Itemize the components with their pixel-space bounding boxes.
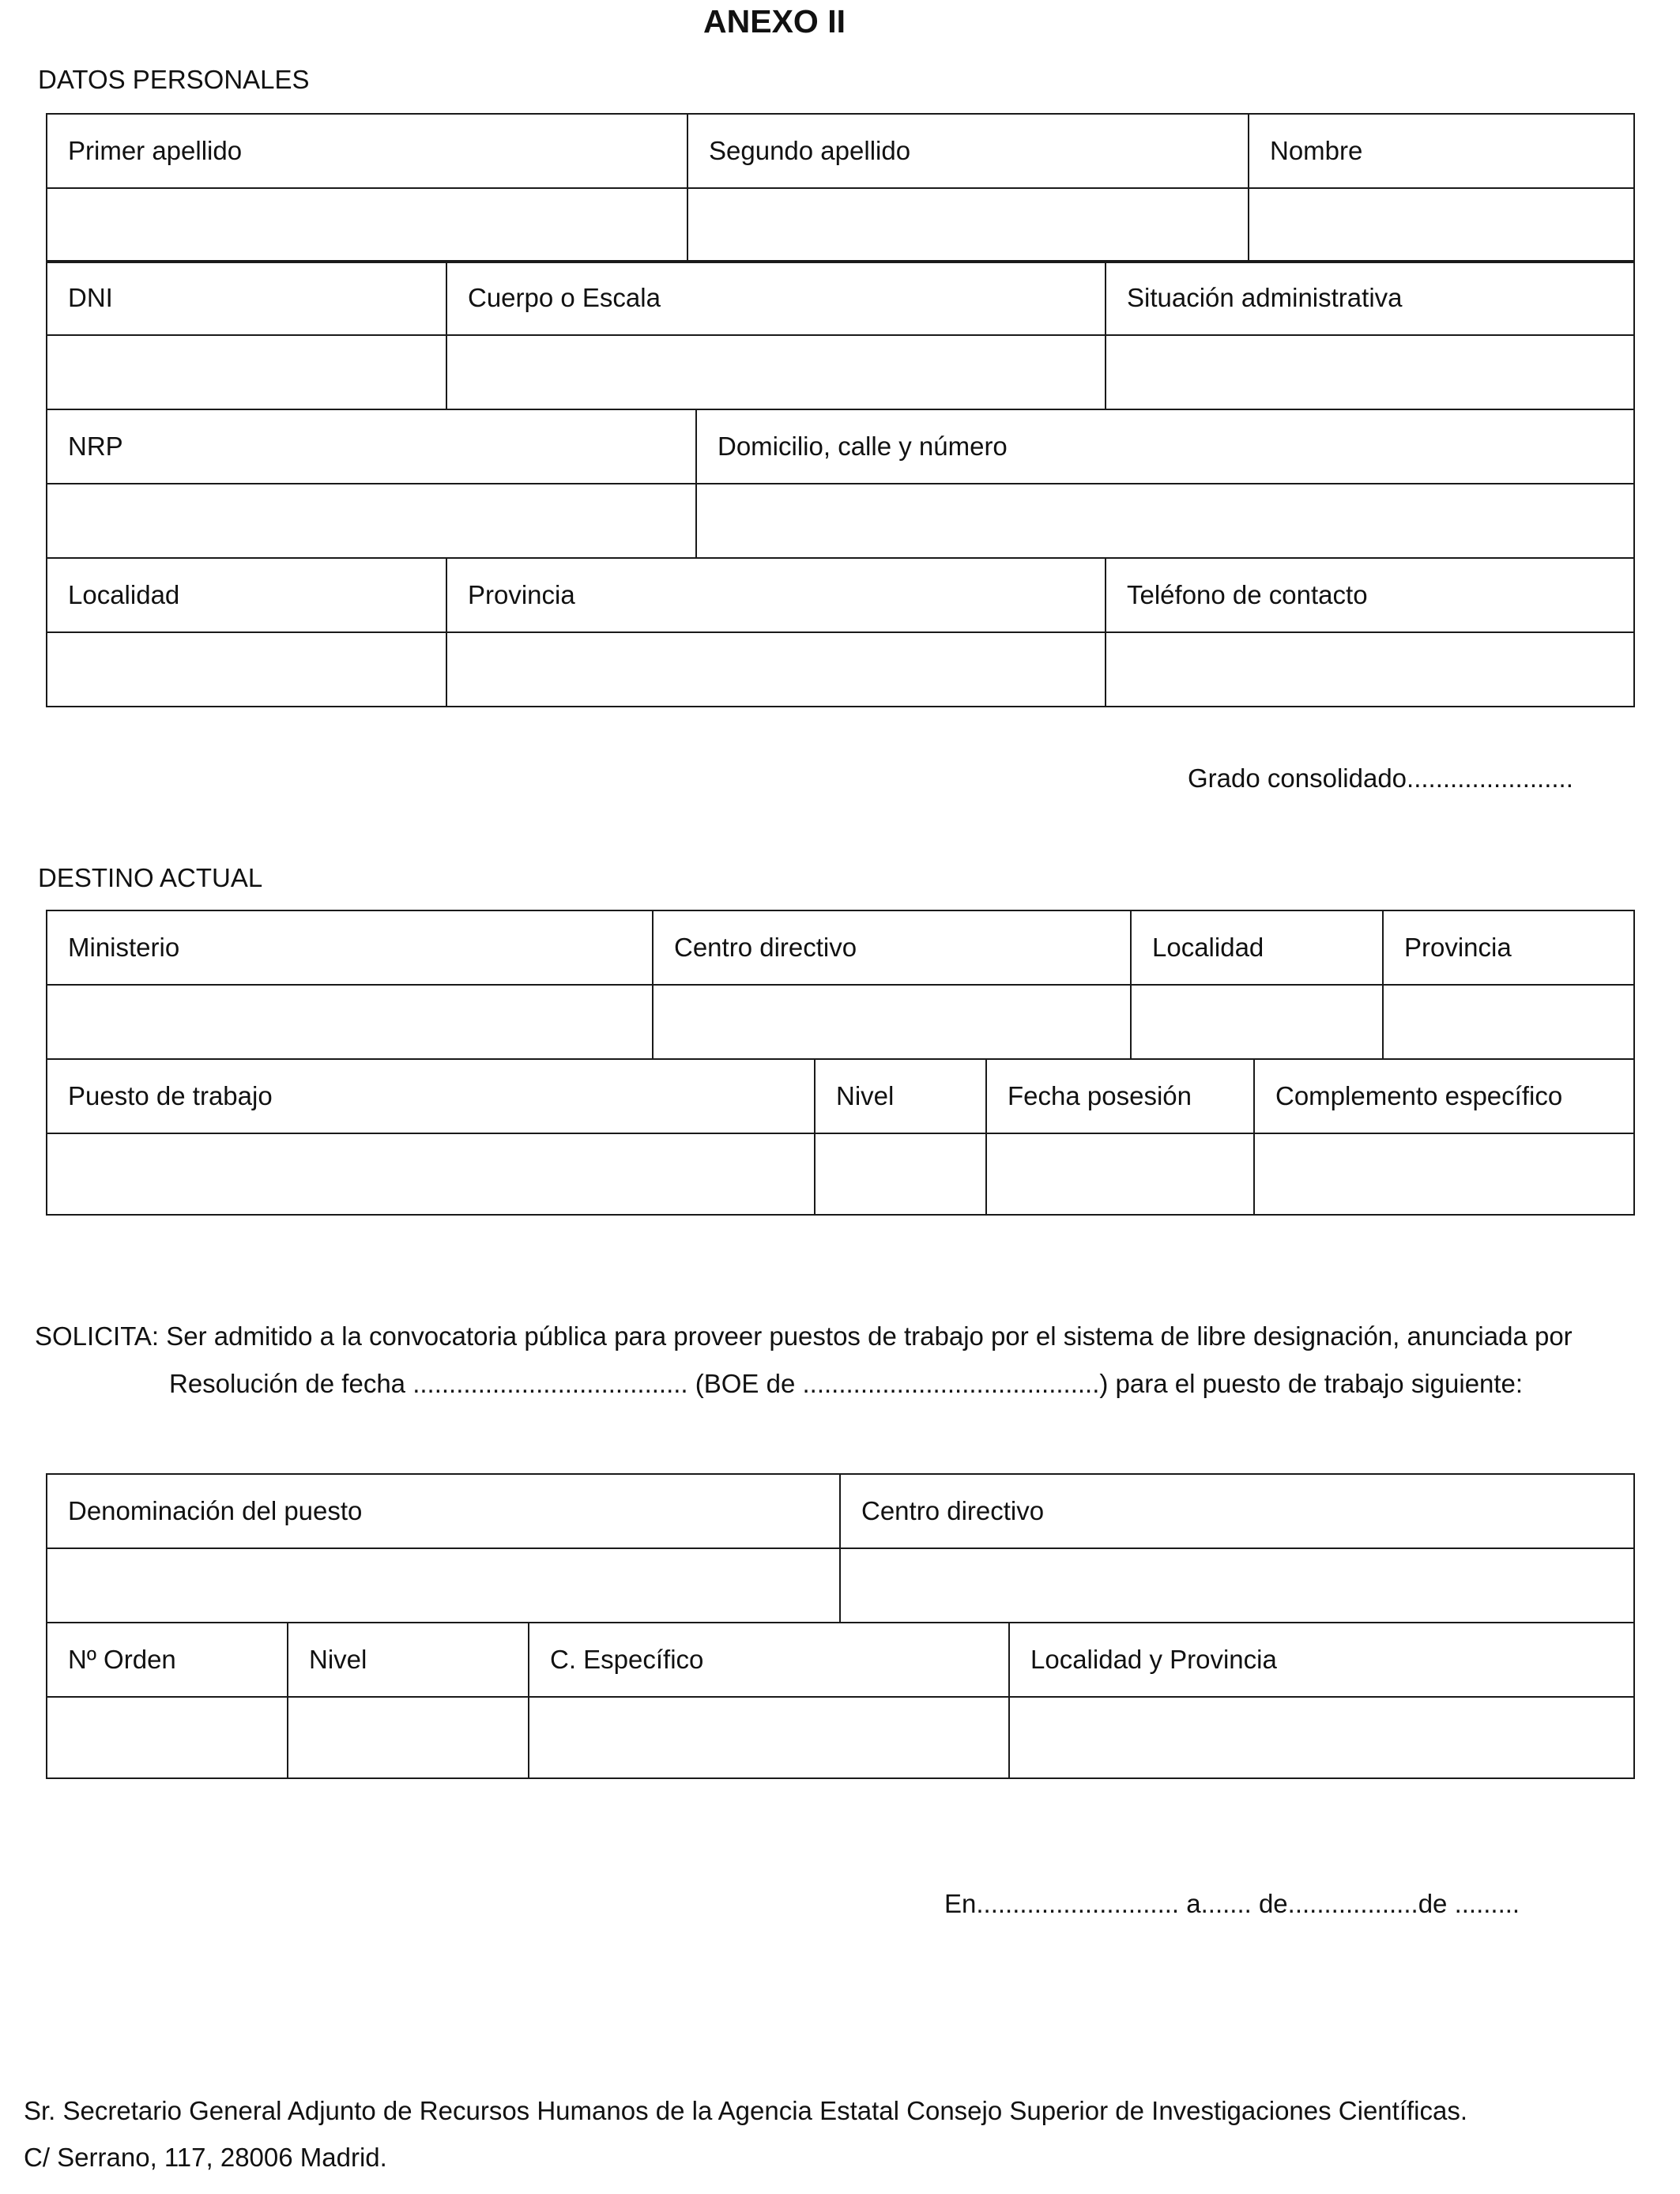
- label-cuerpo-escala: Cuerpo o Escala: [446, 261, 1106, 335]
- label-situacion-administrativa: Situación administrativa: [1106, 261, 1634, 335]
- field-nivel[interactable]: [815, 1133, 986, 1215]
- field-destino-provincia[interactable]: [1383, 985, 1634, 1059]
- field-puesto-centro-directivo[interactable]: [840, 1548, 1634, 1623]
- label-destino-localidad: Localidad: [1131, 910, 1383, 985]
- label-puesto-nivel: Nivel: [288, 1623, 529, 1697]
- label-numero-orden: Nº Orden: [47, 1623, 288, 1697]
- field-nombre[interactable]: [1249, 188, 1634, 262]
- field-fecha-posesion[interactable]: [986, 1133, 1254, 1215]
- label-primer-apellido: Primer apellido: [47, 114, 687, 188]
- field-ministerio[interactable]: [47, 985, 653, 1059]
- datos-personales-table-row4: [46, 557, 1635, 707]
- label-domicilio: Domicilio, calle y número: [696, 409, 1634, 484]
- field-primer-apellido[interactable]: [47, 188, 687, 262]
- label-ministerio: Ministerio: [47, 910, 653, 985]
- label-puesto-centro-directivo: Centro directivo: [840, 1474, 1634, 1548]
- label-localidad: Localidad: [47, 558, 446, 632]
- field-provincia[interactable]: [446, 632, 1106, 707]
- destino-actual-table-row2: [46, 1058, 1635, 1216]
- label-destino-provincia: Provincia: [1383, 910, 1634, 985]
- field-numero-orden[interactable]: [47, 1697, 288, 1778]
- label-segundo-apellido: Segundo apellido: [687, 114, 1249, 188]
- field-puesto-nivel[interactable]: [288, 1697, 529, 1778]
- field-denominacion-puesto[interactable]: [47, 1548, 840, 1623]
- document-title: ANEXO II: [703, 3, 846, 40]
- field-c-especifico[interactable]: [529, 1697, 1009, 1778]
- label-telefono: Teléfono de contacto: [1106, 558, 1634, 632]
- label-dni: DNI: [47, 261, 446, 335]
- label-puesto-trabajo: Puesto de trabajo: [47, 1059, 815, 1133]
- field-telefono[interactable]: [1106, 632, 1634, 707]
- field-nrp[interactable]: [47, 484, 696, 558]
- puesto-solicitado-table-row1: [46, 1473, 1635, 1623]
- label-centro-directivo: Centro directivo: [653, 910, 1131, 985]
- destino-actual-table-row1: [46, 910, 1635, 1060]
- field-destino-localidad[interactable]: [1131, 985, 1383, 1059]
- label-nivel: Nivel: [815, 1059, 986, 1133]
- field-segundo-apellido[interactable]: [687, 188, 1249, 262]
- field-dni[interactable]: [47, 335, 446, 409]
- field-domicilio[interactable]: [696, 484, 1634, 558]
- solicita-line-1: SOLICITA: Ser admitido a la convocatoria pública para proveer puestos de trabajo por el sistema de libre designación, anunciada por: [35, 1321, 1573, 1351]
- datos-personales-table-row1: [46, 113, 1635, 263]
- grado-consolidado: Grado consolidado.......................: [1188, 763, 1573, 793]
- label-complemento-especifico: Complemento específico: [1254, 1059, 1634, 1133]
- label-localidad-provincia: Localidad y Provincia: [1009, 1623, 1634, 1697]
- footer-address: C/ Serrano, 117, 28006 Madrid.: [24, 2143, 387, 2172]
- field-cuerpo-escala[interactable]: [446, 335, 1106, 409]
- field-complemento-especifico[interactable]: [1254, 1133, 1634, 1215]
- puesto-solicitado-table-row2: [46, 1622, 1635, 1779]
- label-c-especifico: C. Específico: [529, 1623, 1009, 1697]
- footer-addressee: Sr. Secretario General Adjunto de Recursos Humanos de la Agencia Estatal Consejo Superior de Investigaciones Científicas.: [24, 2096, 1468, 2125]
- field-localidad-provincia[interactable]: [1009, 1697, 1634, 1778]
- label-denominacion-puesto: Denominación del puesto: [47, 1474, 840, 1548]
- field-localidad[interactable]: [47, 632, 446, 707]
- field-situacion-administrativa[interactable]: [1106, 335, 1634, 409]
- datos-personales-table-row2: [46, 260, 1635, 410]
- label-fecha-posesion: Fecha posesión: [986, 1059, 1254, 1133]
- field-puesto-trabajo[interactable]: [47, 1133, 815, 1215]
- fecha-firma-line: En............................ a....... de..................de .........: [944, 1889, 1520, 1918]
- label-provincia: Provincia: [446, 558, 1106, 632]
- datos-personales-table-row3: [46, 409, 1635, 559]
- label-nrp: NRP: [47, 409, 696, 484]
- section-heading-destino-actual: DESTINO ACTUAL: [38, 863, 263, 892]
- section-heading-datos-personales: DATOS PERSONALES: [38, 65, 310, 94]
- solicita-line-2: Resolución de fecha ...................................... (BOE de .........................................) para el puesto de trabajo siguiente:: [169, 1369, 1524, 1398]
- label-nombre: Nombre: [1249, 114, 1634, 188]
- field-centro-directivo[interactable]: [653, 985, 1131, 1059]
